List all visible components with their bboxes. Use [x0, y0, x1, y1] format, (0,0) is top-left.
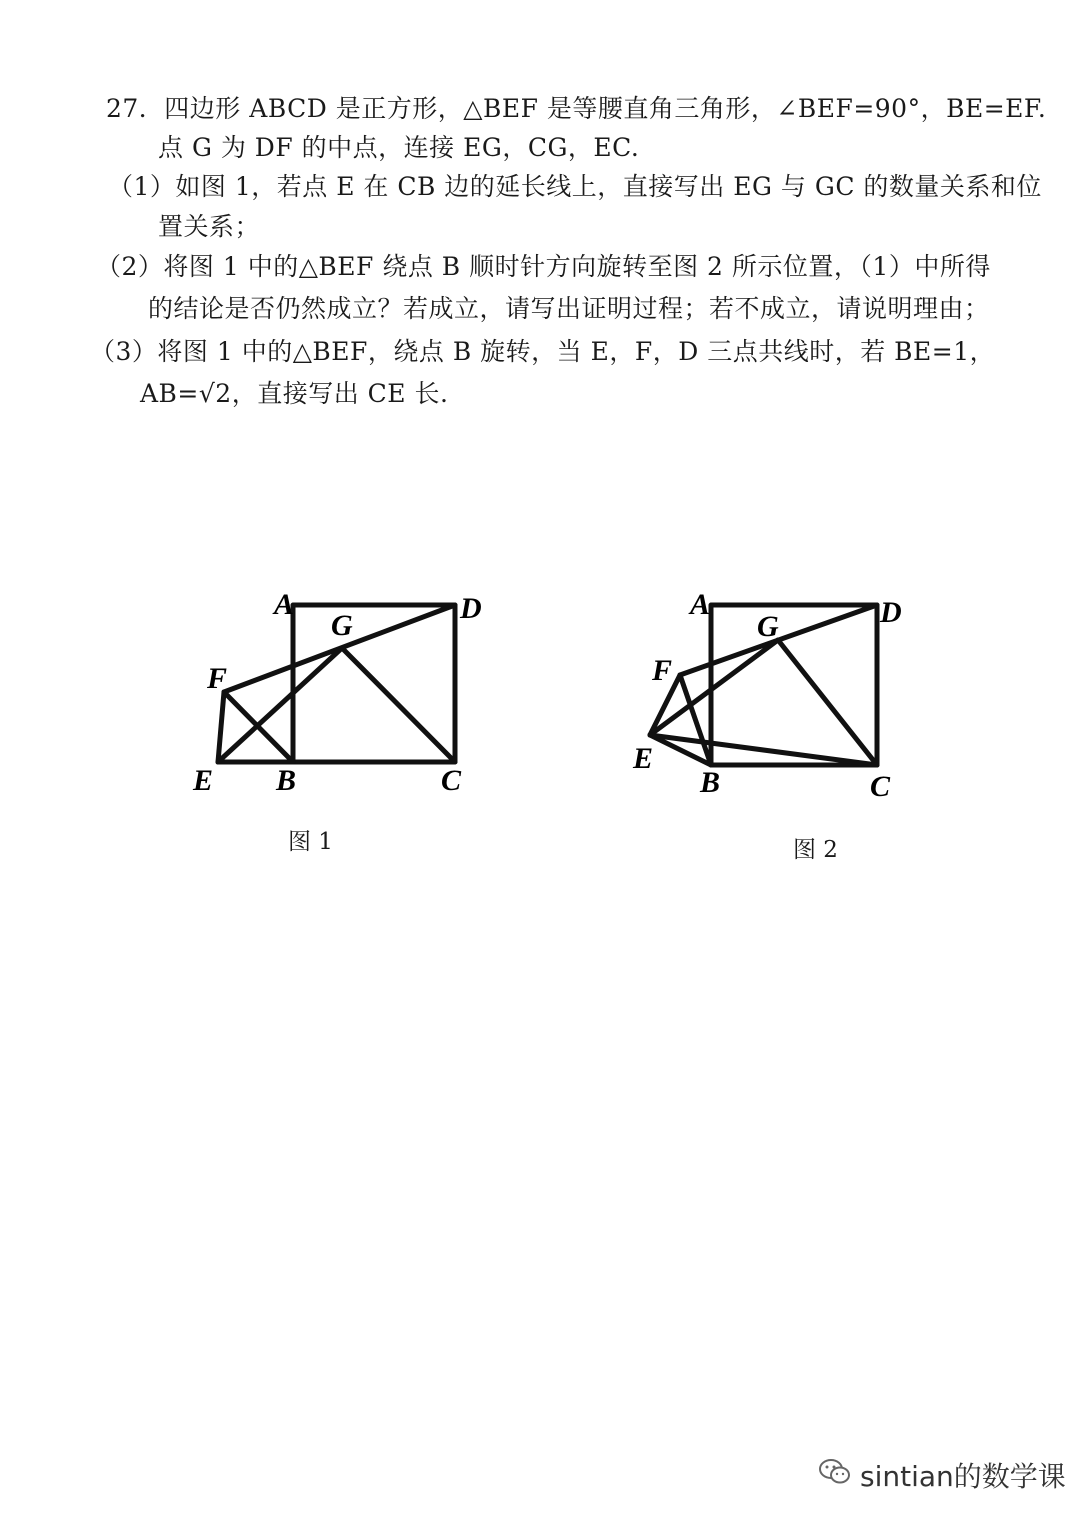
figure-1-caption: 图 1: [288, 829, 333, 855]
wechat-icon: [818, 1457, 852, 1494]
fig1-label-e: E: [193, 764, 214, 797]
fig2-label-f: F: [652, 654, 673, 687]
problem-line-4: 置关系；: [158, 212, 261, 241]
fig1-label-g: G: [331, 609, 353, 642]
fig1-label-f: F: [207, 662, 228, 695]
fig1-label-b: B: [276, 764, 297, 797]
fig1-label-d: D: [460, 592, 482, 625]
fig2-square-abcd: [711, 605, 877, 765]
problem-line-2: 点 G 为 DF 的中点，连接 EG，CG，EC.: [158, 133, 640, 162]
fig2-label-a: A: [690, 588, 711, 621]
fig2-label-d: D: [880, 596, 902, 629]
fig2-label-c: C: [870, 770, 891, 803]
problem-line-5: （2）将图 1 中的△BEF 绕点 B 顺时针方向旋转至图 2 所示位置，（1）中所得: [96, 252, 991, 281]
figure-2-caption: 图 2: [793, 837, 838, 863]
fig2-label-b: B: [700, 766, 721, 799]
fig2-label-g: G: [757, 610, 779, 643]
problem-line-3: （1）如图 1，若点 E 在 CB 边的延长线上，直接写出 EG 与 GC 的数量关系和位: [108, 172, 1042, 201]
watermark: [818, 1455, 1066, 1495]
fig2-label-e: E: [633, 742, 654, 775]
fig2-line-gc: [778, 640, 877, 765]
fig1-label-a: A: [274, 588, 295, 621]
problem-line-1: 27．四边形 ABCD 是正方形，△BEF 是等腰直角三角形，∠BEF=90°，BE=EF.: [106, 94, 1047, 123]
fig1-line-gc: [342, 648, 455, 762]
fig1-line-ef: [218, 692, 224, 762]
watermark-text: sintian的数学课: [860, 1460, 1066, 1493]
figure-1: [180, 580, 520, 810]
problem-line-7: （3）将图 1 中的△BEF，绕点 B 旋转，当 E，F，D 三点共线时，若 BE=1，: [90, 337, 996, 366]
problem-line-8: AB=√2，直接写出 CE 长.: [140, 379, 449, 408]
figure-2: [620, 580, 920, 810]
problem-line-6: 的结论是否仍然成立？若成立，请写出证明过程；若不成立，请说明理由；: [148, 294, 990, 323]
fig1-label-c: C: [441, 764, 462, 797]
